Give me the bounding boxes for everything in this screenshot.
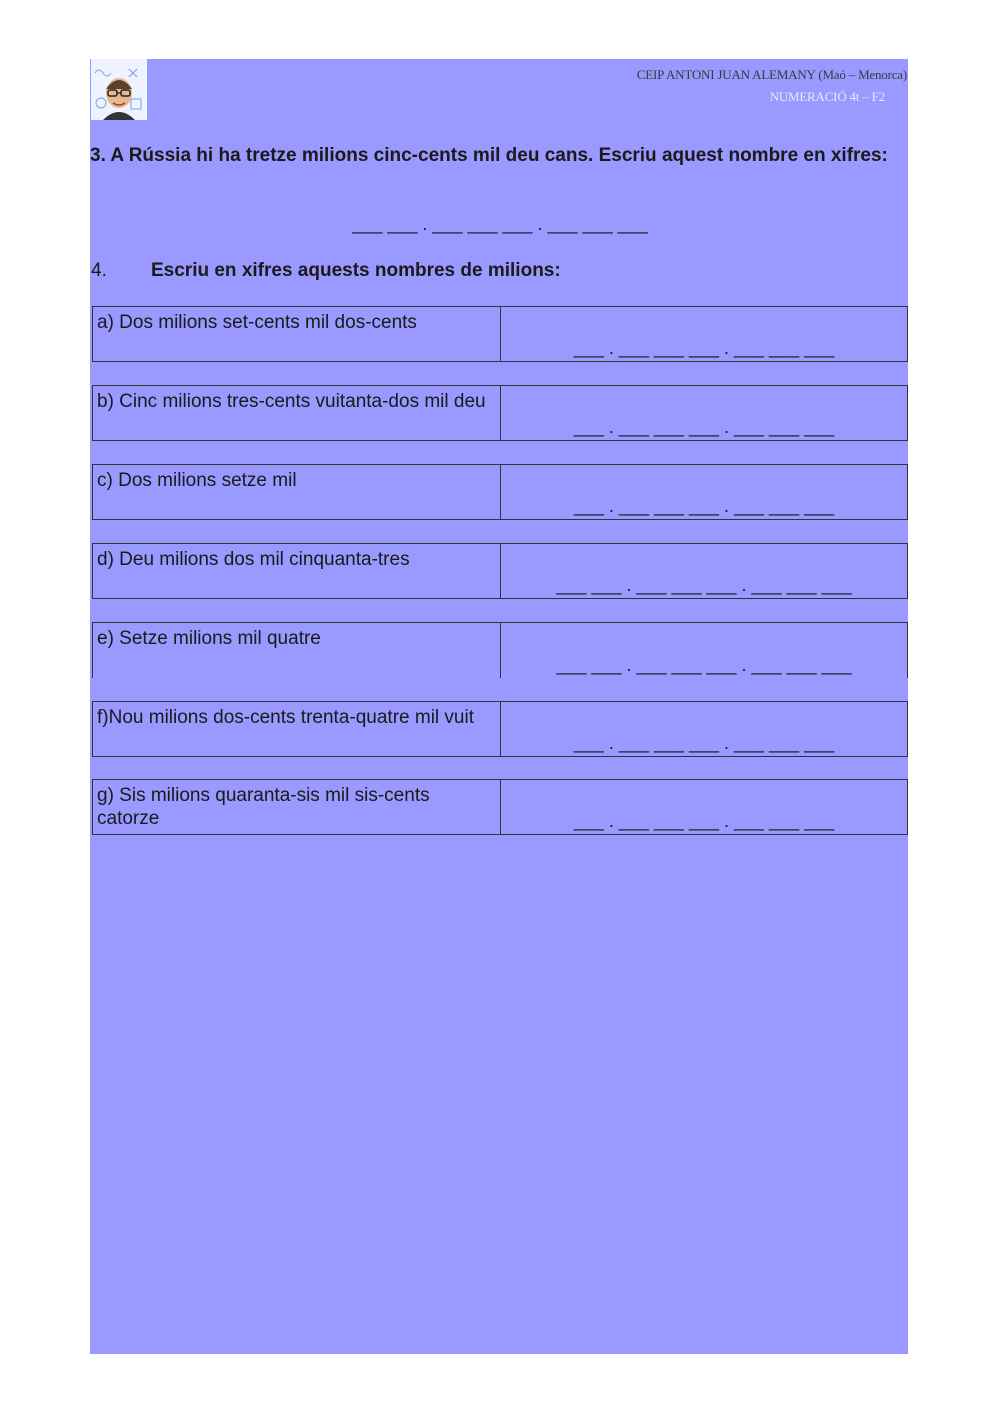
row-label: b) Cinc milions tres-cents vuitanta-dos mil deu bbox=[93, 386, 501, 440]
avatar-icon bbox=[91, 59, 147, 120]
row-label: a) Dos milions set-cents mil dos-cents bbox=[93, 307, 501, 361]
answer-blank[interactable]: ___ . ___ ___ ___ . ___ ___ ___ bbox=[573, 417, 835, 437]
answer-cell[interactable] bbox=[501, 702, 907, 756]
question-3-text: 3. A Rússia hi ha tretze milions cinc-cents mil deu cans. Escriu aquest nombre en xifres: bbox=[90, 145, 888, 166]
answer-cell[interactable] bbox=[501, 623, 907, 678]
answer-blank[interactable]: ___ ___ . ___ ___ ___ . ___ ___ ___ bbox=[556, 655, 852, 675]
answer-row-e bbox=[92, 622, 908, 678]
worksheet-subtitle: NUMERACIÓ 4t – F2 bbox=[769, 89, 885, 104]
school-header bbox=[637, 64, 907, 108]
row-label: e) Setze milions mil quatre bbox=[93, 623, 501, 678]
row-label: g) Sis milions quaranta-sis mil sis-cents catorze bbox=[93, 780, 501, 834]
row-label: d) Deu milions dos mil cinquanta-tres bbox=[93, 544, 501, 598]
answer-row-d bbox=[92, 543, 908, 599]
answer-cell[interactable] bbox=[501, 780, 907, 834]
school-name: CEIP ANTONI JUAN ALEMANY (Maó – Menorca) bbox=[636, 67, 907, 82]
answer-blank[interactable]: ___ . ___ ___ ___ . ___ ___ ___ bbox=[573, 338, 835, 358]
question-4-heading bbox=[91, 260, 561, 282]
answer-cell[interactable] bbox=[501, 386, 907, 440]
answer-cell[interactable] bbox=[501, 544, 907, 598]
answer-blank[interactable]: ___ . ___ ___ ___ . ___ ___ ___ bbox=[573, 811, 835, 831]
answer-row-f bbox=[92, 701, 908, 757]
row-label: c) Dos milions setze mil bbox=[93, 465, 501, 519]
answer-row-b bbox=[92, 385, 908, 441]
answer-cell[interactable] bbox=[501, 307, 907, 361]
answer-blank[interactable]: ___ . ___ ___ ___ . ___ ___ ___ bbox=[573, 496, 835, 516]
row-label: f)Nou milions dos-cents trenta-quatre mil vuit bbox=[93, 702, 501, 756]
question-4-text: Escriu en xifres aquests nombres de milions: bbox=[151, 260, 561, 281]
answer-blank[interactable]: ___ . ___ ___ ___ . ___ ___ ___ bbox=[573, 733, 835, 753]
question-3-answer-blank[interactable]: ___ ___ . ___ ___ ___ . ___ ___ ___ bbox=[352, 214, 648, 234]
answer-row-c bbox=[92, 464, 908, 520]
answer-blank[interactable]: ___ ___ . ___ ___ ___ . ___ ___ ___ bbox=[556, 575, 852, 595]
school-logo bbox=[91, 59, 147, 120]
question-4-number: 4. bbox=[91, 260, 107, 281]
answer-cell[interactable] bbox=[501, 465, 907, 519]
answer-row-g bbox=[92, 779, 908, 835]
answer-row-a bbox=[92, 306, 908, 362]
